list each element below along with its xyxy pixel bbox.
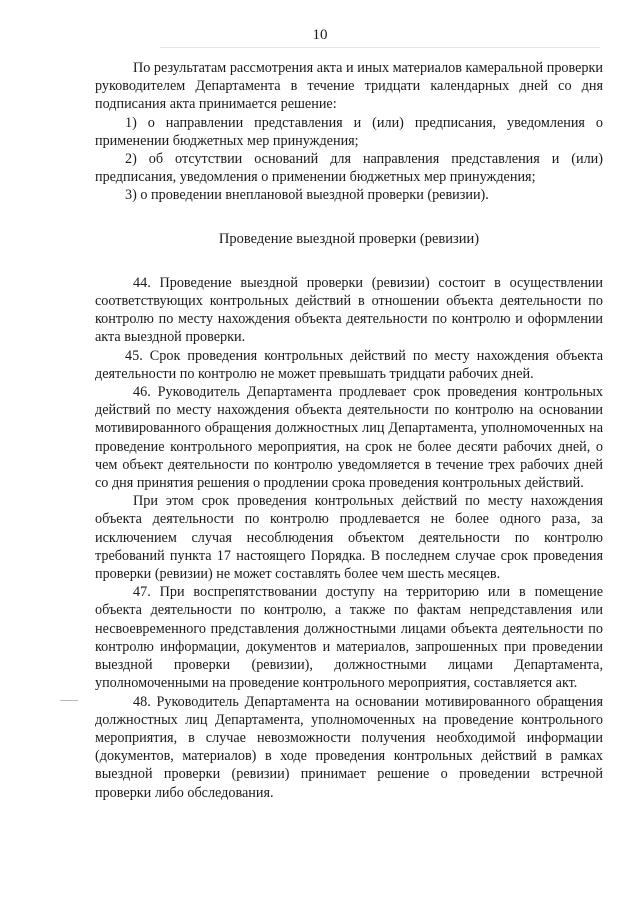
clause-48: 48. Руководитель Департамента на основании мотивированного обращения должностных лиц Департамента, уполномоченных на проведение контрольного мероприятия, в случае невозможности получения необходимой информации (документов, материалов) в ходе проведения контрольных действий в рамках выездной проверки (ревизии) принимает решение о проведении встречной проверки либо обследования. — [95, 693, 603, 801]
list-item: 2) об отсутствии оснований для направления представления и (или) предписания, уведомления о применении бюджетных мер принуждения; — [95, 151, 603, 186]
scan-artifact-mark — [60, 700, 78, 701]
page-number: 10 — [312, 27, 328, 43]
section-heading: Проведение выездной проверки (ревизии) — [218, 230, 480, 247]
clause-47: 47. При воспрепятствовании доступу на территорию или в помещение объекта деятельности по контролю, а также по фактам непредставления или несвоевременного представления должностными лицами объекта деятельности по контролю информации, документов и материалов, запрошенных при проведении выездной проверки (ревизии), должностными лицами Департамента, уполномоченными на проведение контрольного мероприятия, составляется акт. — [95, 584, 603, 692]
list-item: 1) о направлении представления и (или) предписания, уведомления о применении бюджетных мер принуждения; — [95, 114, 603, 149]
document-body — [95, 59, 603, 802]
clause-45: 45. Срок проведения контрольных действий по месту нахождения объекта деятельности по контролю не может превышать тридцати рабочих дней. — [95, 347, 603, 382]
clause-46-continuation: При этом срок проведения контрольных действий по месту нахождения объекта деятельности по контролю продлевается не более одного раза, за исключением случая несоблюдения объектом деятельности по контролю требований пункта 17 настоящего Порядка. В последнем случае срок проведения проверки (ревизии) не может составлять более чем шесть месяцев. — [95, 493, 603, 583]
list-item: 3) о проведении внеплановой выездной проверки (ревизии). — [125, 187, 489, 204]
clause-46: 46. Руководитель Департамента продлевает срок проведения контрольных действий по месту нахождения объекта деятельности по контролю на основании мотивированного обращения должностных лиц Департамента, уполномоченных на проведение контрольного мероприятия, на срок не более десяти рабочих дней, о чем объект деятельности по контролю уведомляется в течение трех рабочих дней со дня принятия решения о продлении срока проведения контрольных действий. — [95, 384, 603, 492]
scan-artifact-line — [160, 47, 600, 48]
paragraph: По результатам рассмотрения акта и иных материалов камеральной проверки руководителем Департамента в течение тридцати календарных дней со дня подписания акта принимается решение: — [95, 60, 603, 113]
clause-44: 44. Проведение выездной проверки (ревизии) состоит в осуществлении соответствующих контрольных действий в отношении объекта деятельности по контролю по месту нахождения объекта деятельности по контролю и оформлении акта выездной проверки. — [95, 274, 603, 346]
